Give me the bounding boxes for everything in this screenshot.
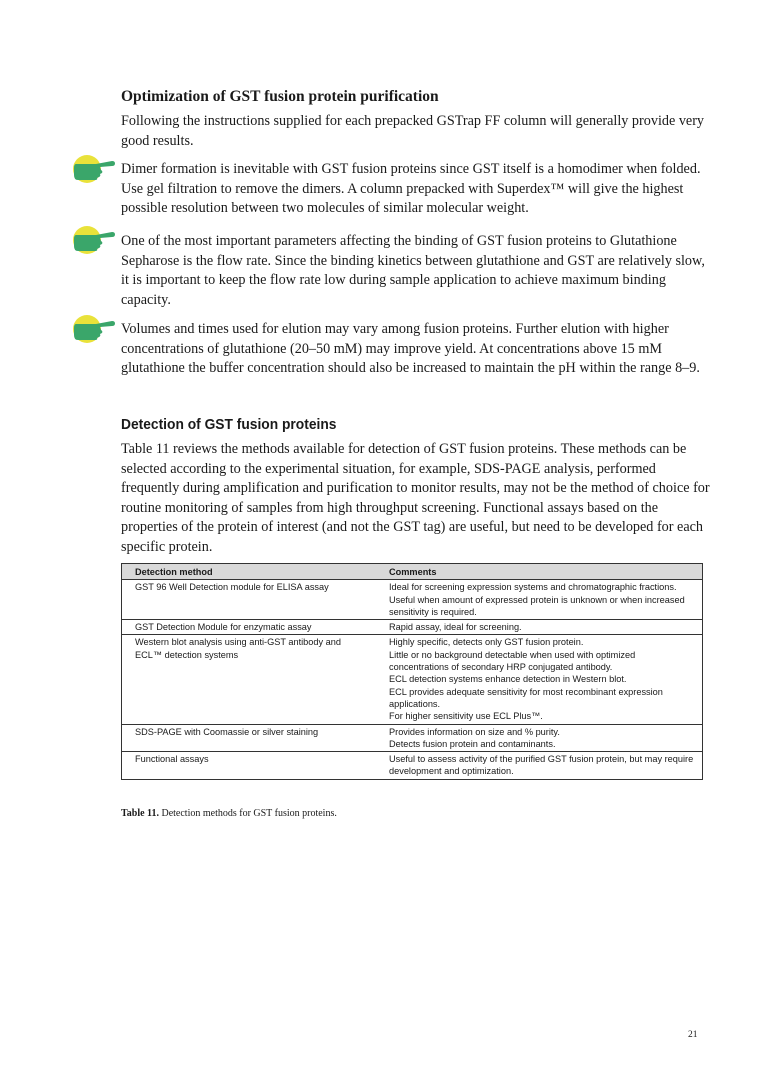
tip-paragraph-flow-rate: One of the most important parameters affecting the binding of GST fusion proteins to Glutathione Sepharose is the flow rate. Since the binding kinetics between glutathione and GST are relatively slow, it is important to keep the flow rate low during sample application to achieve maximum binding capacity. xyxy=(121,233,705,308)
section-title-detection: Detection of GST fusion proteins xyxy=(121,416,337,433)
comment-line: ECL provides adequate sensitivity for most recombinant expression applications. xyxy=(389,686,663,709)
comment-line: Useful to assess activity of the purified GST fusion protein, but may require development and optimization. xyxy=(389,754,694,777)
detection-methods-table xyxy=(121,563,703,780)
comments-cell xyxy=(376,635,703,724)
comment-line: Highly specific, detects only GST fusion protein. xyxy=(389,637,584,648)
comment-line: Ideal for screening expression systems and chromatographic fractions. xyxy=(389,582,677,593)
comment-line: Detects fusion protein and contaminants. xyxy=(389,738,556,749)
method-cell: GST Detection Module for enzymatic assay xyxy=(122,620,377,635)
section-title-optimization: Optimization of GST fusion protein purification xyxy=(121,88,439,105)
pointing-hand-icon xyxy=(70,310,118,350)
pointing-hand-icon xyxy=(70,221,118,261)
comment-line: For higher sensitivity use ECL Plus™. xyxy=(389,711,543,722)
comments-cell xyxy=(376,620,703,635)
detection-paragraph: Table 11 reviews the methods available for detection of GST fusion proteins. These methods can be selected according to the experimental situation, for example, SDS-PAGE analysis, performed frequently during amplification and purification to monitor results, may not be the method of choice for routine monitoring of samples from high throughput screening. Functional assays based on the properties of the protein of interest (and not the GST tag) are useful, but need to be developed for each specific protein. xyxy=(121,441,710,555)
table-row xyxy=(122,724,703,752)
comment-line: Useful when amount of expressed protein is unknown or when increased sensitivity is required. xyxy=(389,594,685,617)
column-header-comments: Comments xyxy=(376,564,703,580)
comment-line: Little or no background detectable when used with optimized concentrations of secondary HRP conjugated antibody. xyxy=(389,649,636,673)
method-cell: GST 96 Well Detection module for ELISA assay xyxy=(122,580,377,620)
method-cell: Functional assays xyxy=(122,752,377,780)
caption-text: Detection methods for GST fusion proteins. xyxy=(161,808,337,819)
method-cell: SDS-PAGE with Coomassie or silver staining xyxy=(122,724,377,752)
comment-line: Rapid assay, ideal for screening. xyxy=(389,622,522,633)
table-header-row xyxy=(122,564,703,580)
page-number: 21 xyxy=(688,1030,698,1040)
table-row xyxy=(122,620,703,635)
table-row xyxy=(122,580,703,620)
table-caption xyxy=(121,808,337,819)
method-cell: Western blot analysis using anti-GST antibody and ECL™ detection systems xyxy=(122,635,377,724)
table-row xyxy=(122,635,703,724)
comments-cell xyxy=(376,752,703,780)
caption-label: Table 11. xyxy=(121,808,159,819)
intro-paragraph: Following the instructions supplied for each prepacked GSTrap FF column will generally provide very good results. xyxy=(121,113,705,149)
pointing-hand-icon xyxy=(70,150,118,190)
comment-line: ECL detection systems enhance detection in Western blot. xyxy=(389,674,627,685)
comments-cell xyxy=(376,724,703,752)
column-header-method: Detection method xyxy=(122,564,377,580)
comment-line: Provides information on size and % purity. xyxy=(389,726,560,737)
table-row xyxy=(122,752,703,780)
tip-paragraph-dimer: Dimer formation is inevitable with GST fusion proteins since GST itself is a homodimer when folded. Use gel filtration to remove the dimers. A column prepacked with Superdex™ will give the highest possible resolution between two molecules of similar molecular weight. xyxy=(121,161,701,216)
tip-paragraph-elution: Volumes and times used for elution may vary among fusion proteins. Further elution with higher concentrations of glutathione (20–50 mM) may improve yield. At concentrations above 15 mM glutathione the buffer concentration should also be increased to maintain the pH within the range 8–9. xyxy=(121,321,700,376)
comments-cell xyxy=(376,580,703,620)
